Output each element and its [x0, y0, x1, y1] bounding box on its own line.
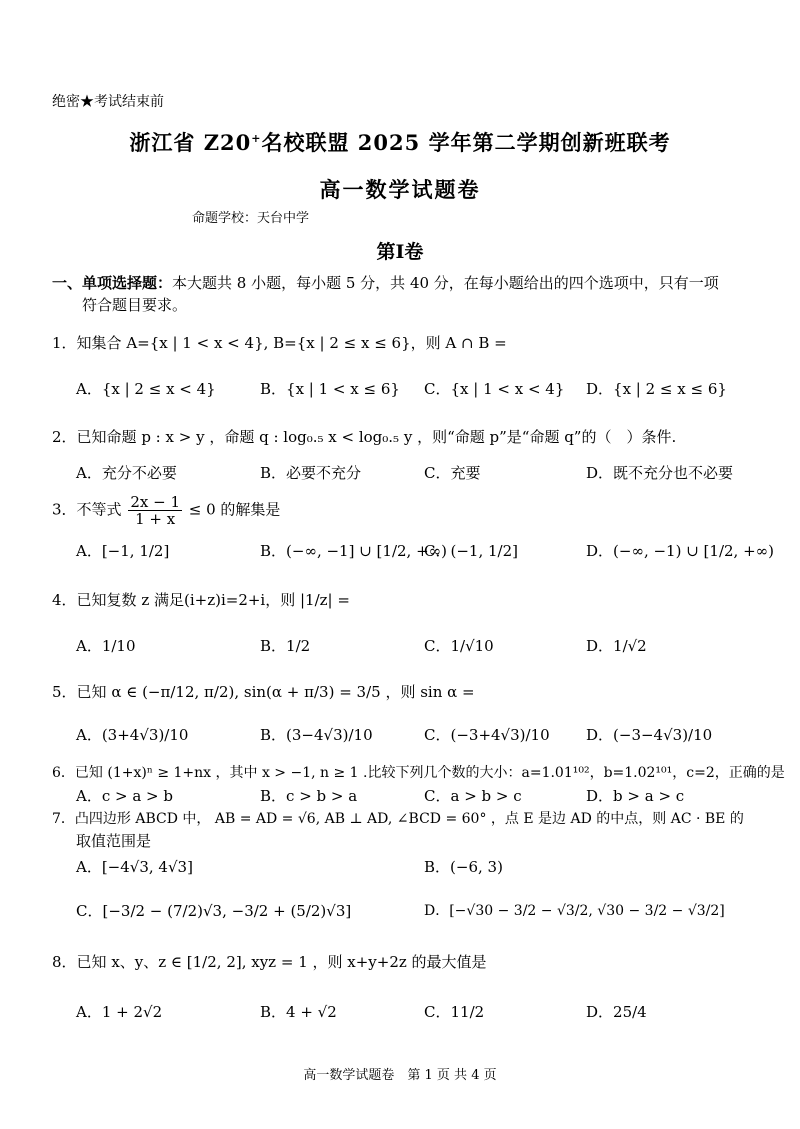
question-4-stem: 4．已知复数 z 满足(i+z)i=2+i，则 |1/z| = — [52, 591, 350, 609]
question-2-option-d[interactable]: D．既不充分也不必要 — [586, 464, 734, 482]
volume-heading: 第Ⅰ卷 — [376, 241, 424, 263]
question-3-option-a[interactable]: A．[−1, 1/2] — [76, 542, 170, 560]
question-2-stem: 2．已知命题 p : x > y ，命题 q : log₀.₅ x < log₀.₅ y ，则“命题 p”是“命题 q”的（ ）条件. — [52, 428, 677, 446]
question-8-option-c[interactable]: C．11/2 — [424, 1003, 485, 1021]
question-1-stem: 1．知集合 A={x | 1 < x < 4}, B={x | 2 ≤ x ≤ 6}，则 A ∩ B = — [52, 334, 507, 352]
question-6-option-a[interactable]: A．c > a > b — [76, 787, 173, 805]
question-5-stem: 5．已知 α ∈ (−π/12, π/2), sin(α + π/3) = 3/5 ，则 sin α = — [52, 683, 475, 701]
question-4-option-a[interactable]: A．1/10 — [76, 637, 136, 655]
question-7-stem: 7．凸四边形 ABCD 中， AB = AD = √6, AB ⊥ AD, ∠BCD = 60° ，点 E 是边 AD 的中点，则 AC · BE 的 — [52, 811, 744, 827]
question-7-option-b[interactable]: B．(−6, 3) — [424, 858, 503, 876]
question-6-option-c[interactable]: C．a > b > c — [424, 787, 522, 805]
question-8-stem: 8．已知 x、y、z ∈ [1/2, 2], xyz = 1 ，则 x+y+2z 的最大值是 — [52, 953, 487, 971]
question-6-option-d[interactable]: D．b > a > c — [586, 787, 685, 805]
inequality-fraction: $\frac{2x - 1}{1 + x}$ — [130, 493, 180, 528]
section-heading: 一、单项选择题： — [52, 274, 173, 292]
paper-subtitle: 高一数学试题卷 — [319, 177, 481, 202]
question-6-option-b[interactable]: B．c > b > a — [260, 787, 358, 805]
question-2-option-b[interactable]: B．必要不充分 — [260, 464, 362, 482]
question-7-option-a[interactable]: A．[−4√3, 4√3] — [76, 858, 193, 876]
question-3-option-d[interactable]: D．(−∞, −1) ∪ [1/2, +∞) — [586, 542, 774, 560]
question-5-option-d[interactable]: D．(−3−4√3)/10 — [586, 726, 713, 744]
exam-title: 浙江省 Z20+名校联盟 2025 学年第二学期创新班联考 — [129, 130, 671, 155]
question-7-option-d[interactable]: D．[−√30 − 3/2 − √3/2, √30 − 3/2 − √3/2] — [424, 903, 725, 919]
question-5-option-c[interactable]: C．(−3+4√3)/10 — [424, 726, 550, 744]
question-5-option-a[interactable]: A．(3+4√3)/10 — [76, 726, 189, 744]
question-5-option-b[interactable]: B．(3−4√3)/10 — [260, 726, 373, 744]
question-1-option-d[interactable]: D．{x | 2 ≤ x ≤ 6} — [586, 380, 727, 398]
question-1-option-a[interactable]: A．{x | 2 ≤ x < 4} — [76, 380, 216, 398]
question-6-stem: 6．已知 (1+x)ⁿ ≥ 1+nx ，其中 x > −1, n ≥ 1 .比较下列几个数的大小：a=1.01¹⁰²，b=1.02¹⁰¹，c=2，正确的是 — [52, 765, 785, 781]
question-1-option-b[interactable]: B．{x | 1 < x ≤ 6} — [260, 380, 400, 398]
section-instructions: 一、单项选择题：本大题共 8 小题，每小题 5 分，共 40 分，在每小题给出的四个选项中，只有一项 符合题目要求。 — [52, 274, 719, 314]
question-3-option-c[interactable]: C．(−1, 1/2] — [424, 542, 518, 560]
setter-school: 命题学校：天台中学 — [192, 211, 310, 226]
question-8-option-a[interactable]: A．1 + 2√2 — [76, 1003, 163, 1021]
question-4-option-c[interactable]: C．1/√10 — [424, 637, 494, 655]
question-3-stem: 3．不等式 $\frac{2x - 1}{1 + x}$ ≤ 0 的解集是 — [52, 493, 281, 528]
question-4-option-b[interactable]: B．1/2 — [260, 637, 311, 655]
question-1-option-c[interactable]: C．{x | 1 < x < 4} — [424, 380, 565, 398]
page-footer: 高一数学试题卷 第 1 页 共 4 页 — [303, 1068, 497, 1083]
question-7-stem-line2: 取值范围是 — [76, 832, 152, 850]
question-3-option-b[interactable]: B．(−∞, −1] ∪ [1/2, +∞) — [260, 542, 447, 560]
question-8-option-d[interactable]: D．25/4 — [586, 1003, 647, 1021]
question-2-option-c[interactable]: C．充要 — [424, 464, 481, 482]
confidential-mark: 绝密★考试结束前 — [52, 94, 164, 110]
question-2-option-a[interactable]: A．充分不必要 — [76, 464, 177, 482]
question-8-option-b[interactable]: B．4 + √2 — [260, 1003, 337, 1021]
question-7-option-c[interactable]: C．[−3/2 − (7/2)√3, −3/2 + (5/2)√3] — [76, 902, 352, 920]
question-4-option-d[interactable]: D．1/√2 — [586, 637, 647, 655]
